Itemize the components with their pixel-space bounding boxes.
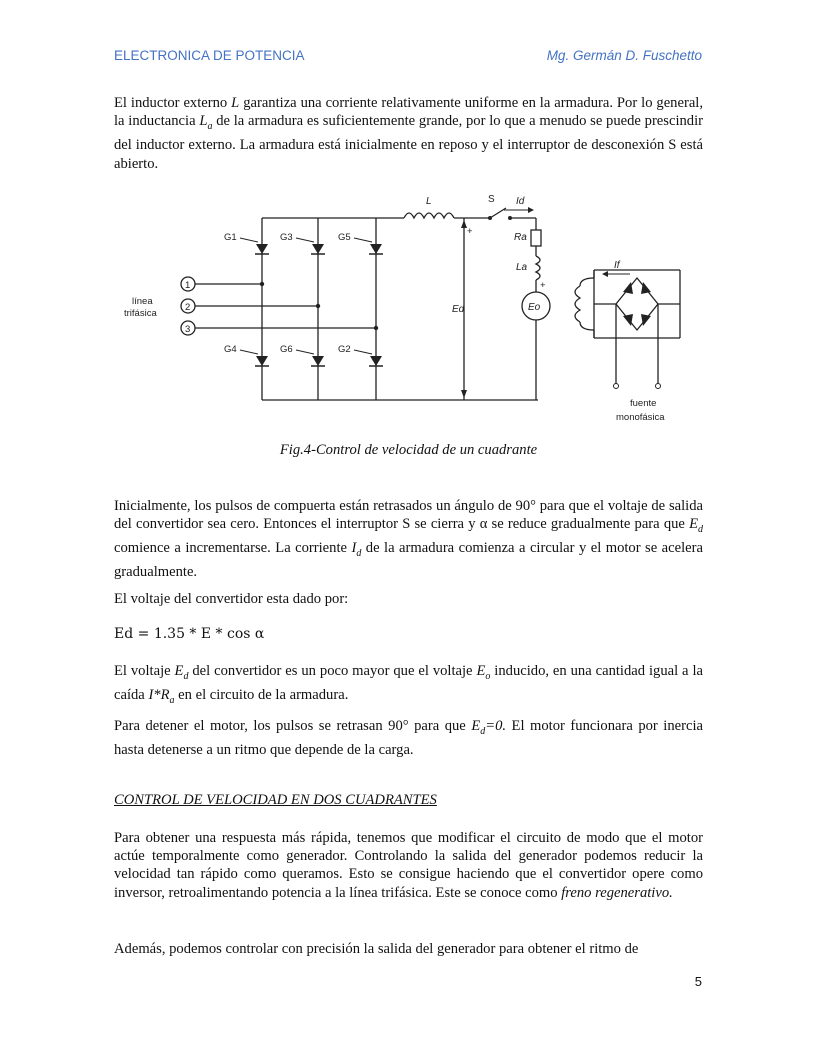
plus-label-motor: + [540,280,546,291]
linea-label: línea [132,296,153,307]
node-3-label: 3 [185,324,191,335]
paragraph-3: El voltaje del convertidor esta dado por: [114,591,349,607]
inductor-l-label: L [426,196,432,207]
g4-label: G4 [224,344,237,355]
ed-label: Ed [452,304,465,315]
header-author: Mg. Germán D. Fuschetto [546,48,702,63]
paragraph-4: El voltaje $E_d$ del convertidor es un poco mayor que el voltaje $E_o$ inducido, en una cantidad igual a la caída $I*R_a$ en el circuito de la armadura. [114,663,703,707]
paragraph-2: Inicialmente, los pulsos de compuerta están retrasados un ángulo de 90° para que el voltaje de salida del convertidor sea cero. Entonces el interruptor S se cierra y α se reduce gradualmente para que $E_d$ comience a incrementarse. La corriente $I_d$ de la armadura comienza a circular y el motor se acelera gradualmente. [114,498,703,581]
g6-label: G6 [280,344,293,355]
g5-label: G5 [338,232,351,243]
id-label: Id [516,196,525,207]
trifasica-label: trifásica [124,308,157,319]
voltage-formula: Ed = 1.35 * E * cos α [114,626,265,642]
circuit-diagram [108,190,688,430]
node-1-label: 1 [185,280,191,291]
paragraph-6: Para obtener una respuesta más rápida, tenemos que modificar el circuito de modo que el motor actúe temporalmente como generador. Controlando la salida del generador podemos reducir la velocidad tan rápido como queramos. Esto se consigue haciendo que el convertidor opere como inversor, retroalimentando potencia a la línea trifásica. Este se conoce como freno regenerativo. [114,830,703,901]
section-title: CONTROL DE VELOCIDAD EN DOS CUADRANTES [114,792,437,808]
plus-label-top: + [467,226,473,237]
page-header [114,48,702,68]
switch-s-label: S [488,194,495,205]
figure-caption: Fig.4-Control de velocidad de un cuadrante [279,442,538,458]
if-label: If [614,260,620,271]
circuit-figure [108,190,688,430]
fuente-label: fuente [630,398,657,409]
g2-label: G2 [338,344,351,355]
ra-label: Ra [514,232,527,243]
node-2-label: 2 [185,302,191,313]
monofasica-label: monofásica [616,412,665,423]
la-label: La [516,262,528,273]
paragraph-7: Además, podemos controlar con precisión la salida del generador para obtener el ritmo de [114,941,639,957]
paragraph-1: El inductor externo L garantiza una corriente relativamente uniforme en la armadura. Por lo general, la inductancia $L_a$ de la armadura es suficientemente grande, por lo que a menudo se puede prescindir del inductor externo. La armadura está inicialmente en reposo y el interruptor de desconexión S está abierto. [114,95,704,172]
g3-label: G3 [280,232,293,243]
eo-label: Eo [528,302,541,313]
g1-label: G1 [224,232,237,243]
paragraph-5: Para detener el motor, los pulsos se retrasan 90° para que $E_d=0$. El motor funcionara por inercia hasta detenerse a un ritmo que depende de la carga. [114,718,703,759]
page-number: 5 [694,974,702,989]
header-course-title: ELECTRONICA DE POTENCIA [114,48,305,63]
